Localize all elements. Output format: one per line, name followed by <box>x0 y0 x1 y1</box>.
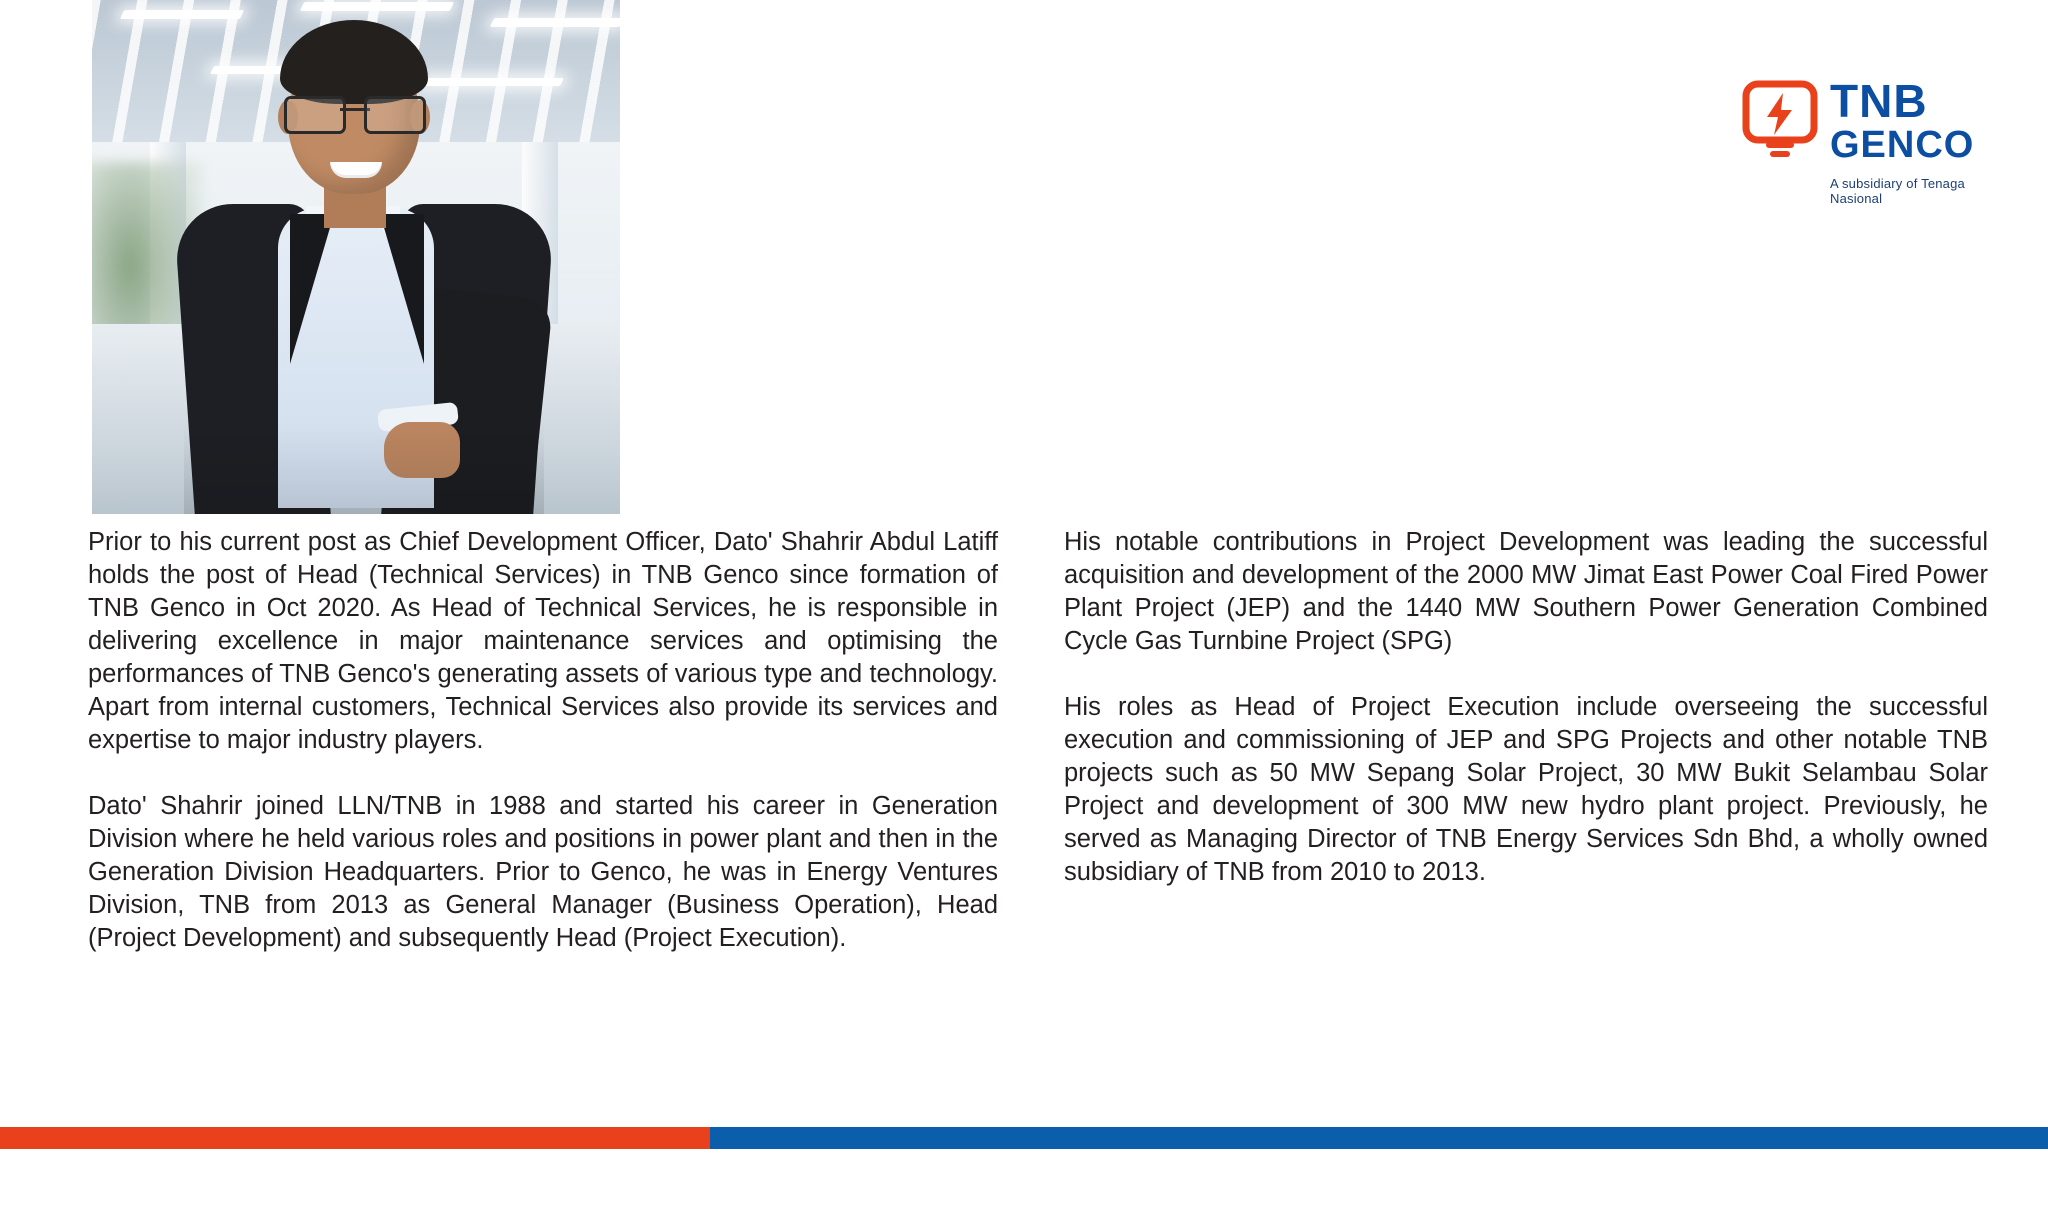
hair <box>280 20 428 104</box>
paragraph: His roles as Head of Project Execution include overseeing the successful execution and commissioning of JEP and SPG Projects and other notable TNB projects such as 50 MW Sepang Solar Project, 30 MW Bukit Selambau Solar Project and development of 300 MW new hydro plant project. Previously, he served as Managing Director of TNB Energy Services Sdn Bhd, a wholly owned subsidiary of TNB from 2010 to 2013. <box>1064 693 1988 886</box>
jacket-lapel-right <box>380 214 424 364</box>
jacket-lapel-left <box>290 214 334 364</box>
paragraph: Prior to his current post as Chief Development Officer, Dato' Shahrir Abdul Latiff holds the post of Head (Technical Services) in TNB Genco since formation of TNB Genco in Oct 2020. As Head of Technical Services, he is responsible in delivering excellence in major maintenance services and optimising the performances of TNB Genco's generating assets of various type and technology. Apart from internal customers, Technical Services also provide its services and expertise to major industry players. <box>88 528 998 754</box>
footer-accent-bars <box>0 1127 2048 1149</box>
executive-portrait-photo <box>92 0 620 514</box>
logo-genco-text: GENCO <box>1830 124 1975 166</box>
biography-right-column <box>1064 526 1988 889</box>
smile <box>330 162 382 178</box>
biography-left-column <box>88 526 998 955</box>
paragraph: Dato' Shahrir joined LLN/TNB in 1988 and started his career in Generation Division where he held various roles and positions in power plant and then in the Generation Division Headquarters. Prior to Genco, he was in Energy Ventures Division, TNB from 2013 as General Manager (Business Operation), Head (Project Development) and subsequently Head (Project Execution). <box>88 792 998 952</box>
logo-subtitle: A subsidiary of Tenaga Nasional <box>1830 176 1965 206</box>
footer-bar-red <box>0 1127 710 1149</box>
person-figure <box>92 0 620 514</box>
figure-shadow <box>184 422 544 514</box>
logo-wordmark <box>1830 75 1975 166</box>
tnb-lightning-bulb-icon <box>1742 80 1818 160</box>
eyeglass-lens-left <box>284 96 346 134</box>
eyeglasses <box>284 96 426 130</box>
footer-bar-blue <box>710 1127 2048 1149</box>
tnb-genco-logo <box>1742 75 1992 206</box>
logo-tnb-text: TNB <box>1830 75 1928 127</box>
paragraph: His notable contributions in Project Development was leading the successful acquisition and development of the 2000 MW Jimat East Power Coal Fired Power Plant Project (JEP) and the 1440 MW Southern Power Generation Combined Cycle Gas Turnbine Project (SPG) <box>1064 528 1988 655</box>
eyeglass-lens-right <box>364 96 426 134</box>
